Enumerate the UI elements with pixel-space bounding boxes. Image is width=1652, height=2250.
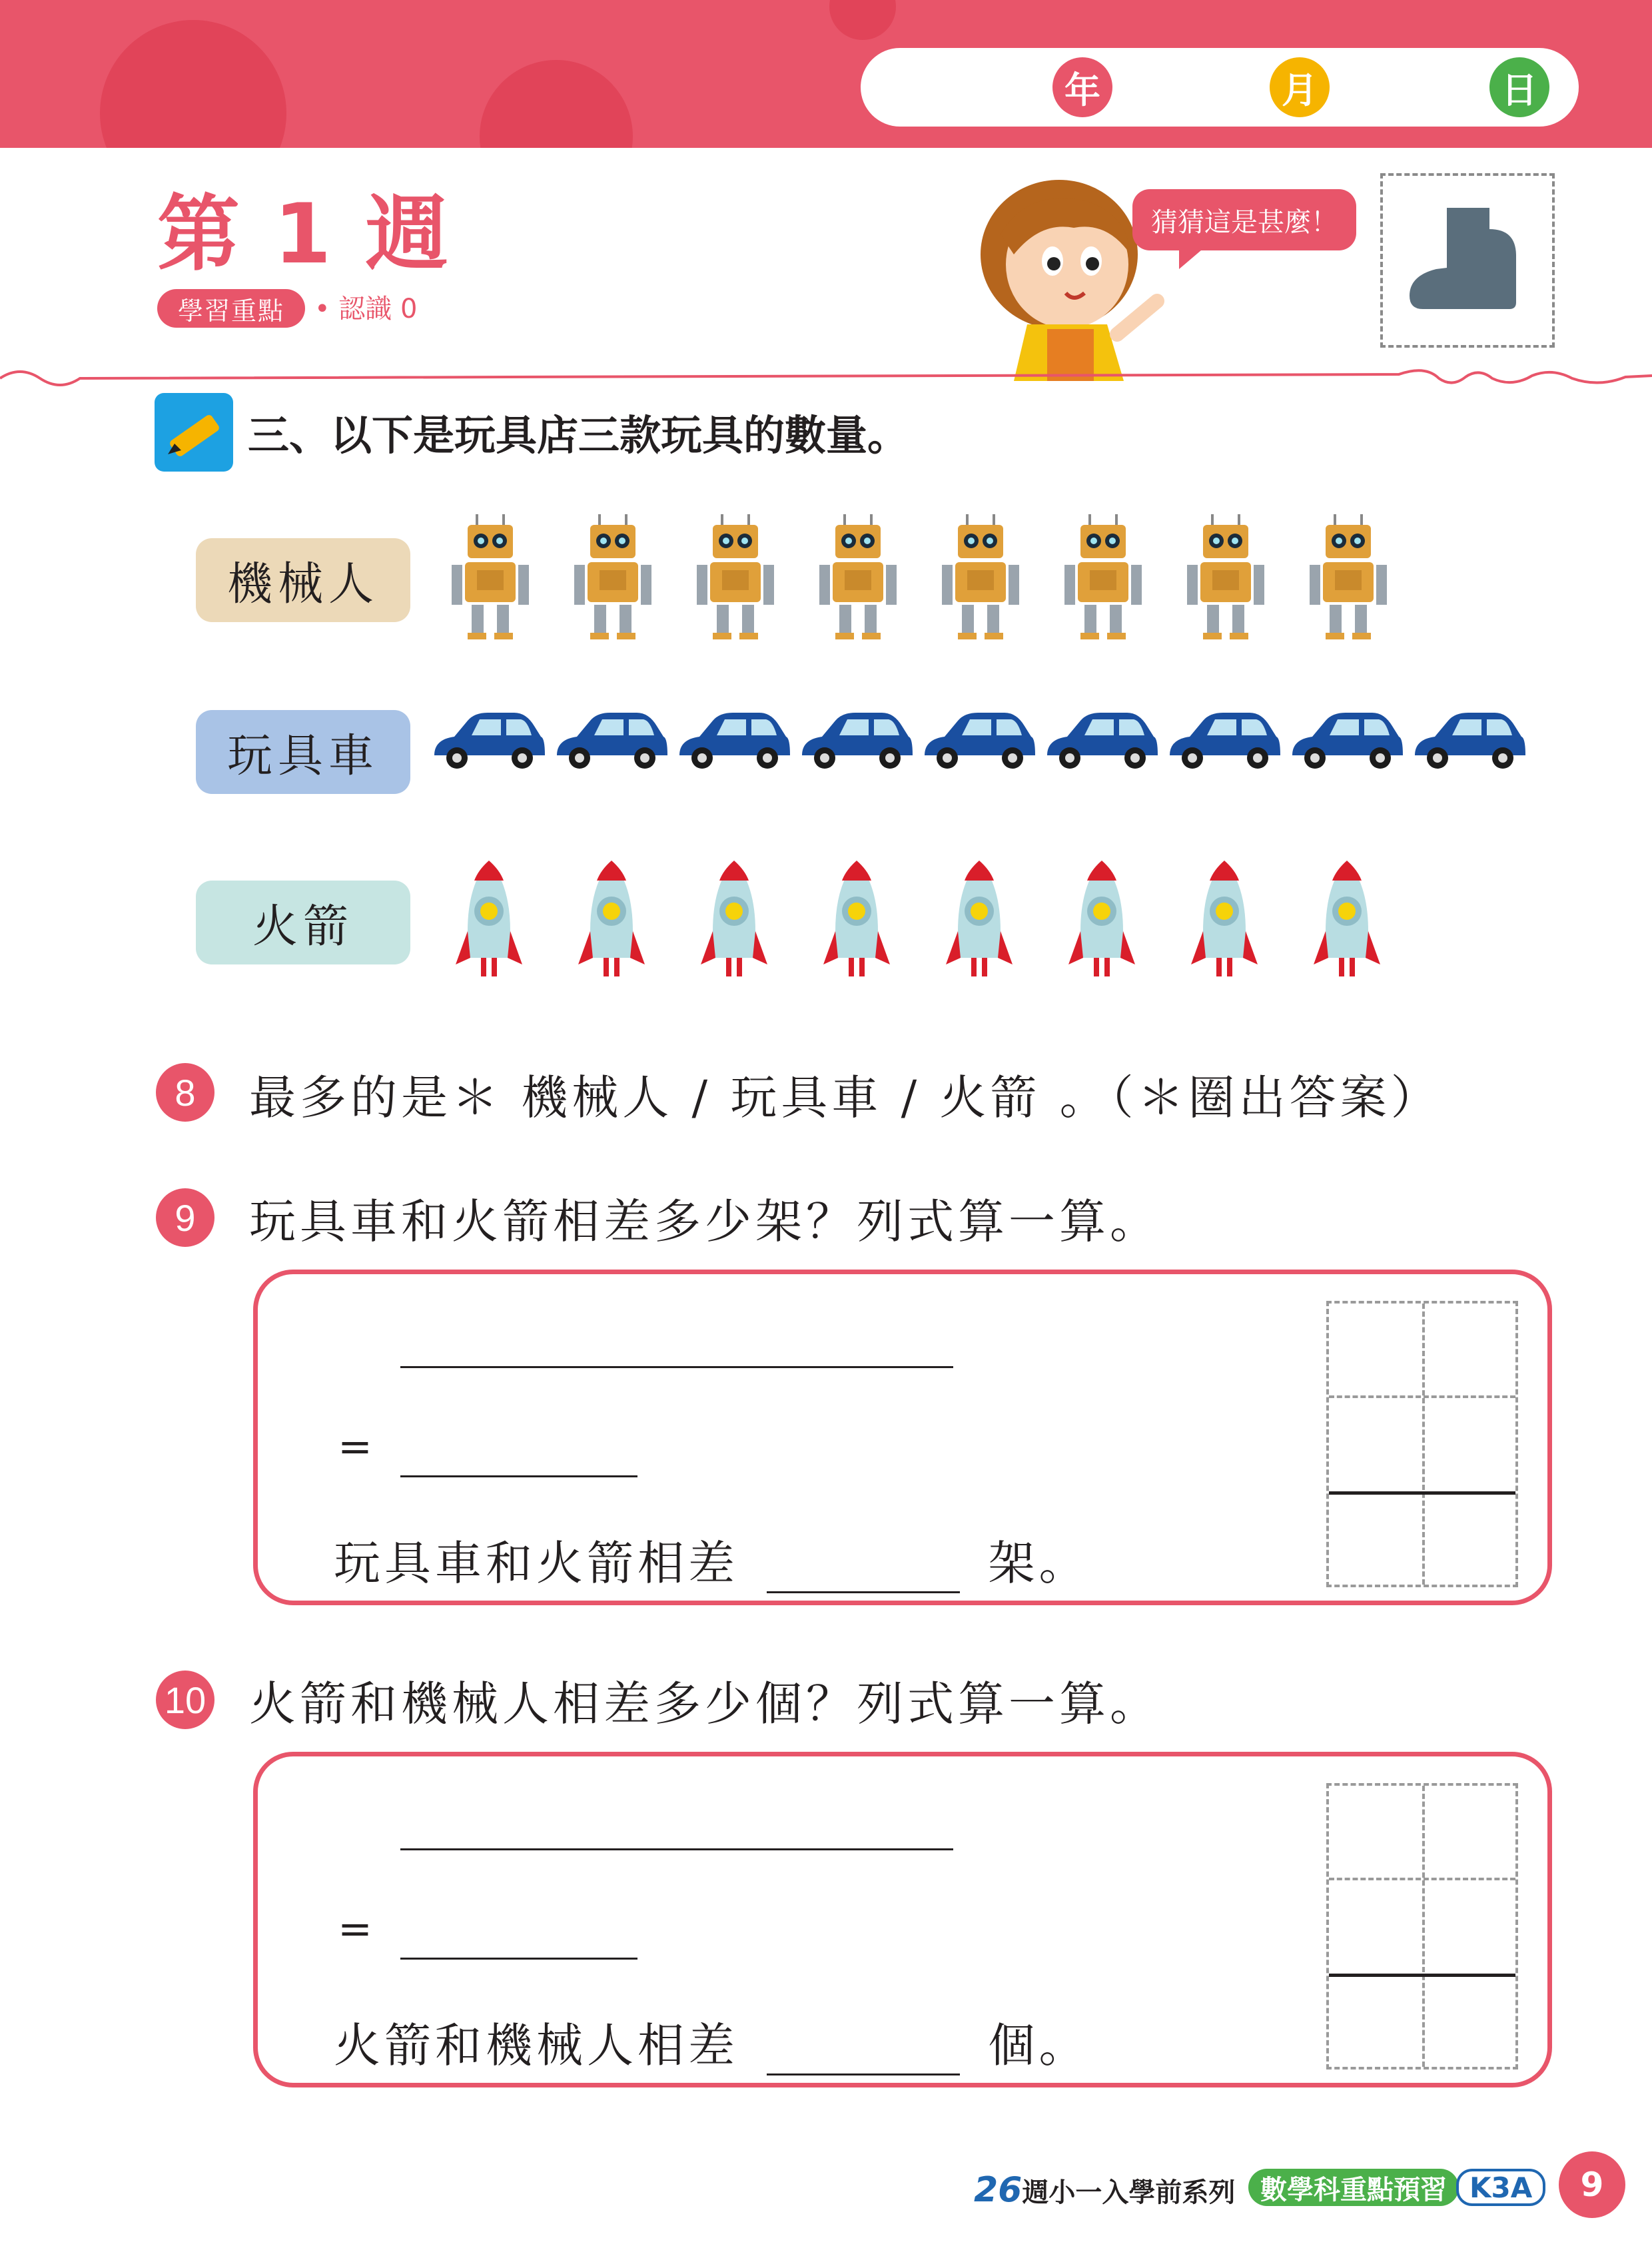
question-9-text: 玩具車和火箭相差多少架？列式算一算。 (249, 1194, 1160, 1249)
month-badge: 月 (1270, 57, 1330, 117)
question-10-number: 10 (156, 1671, 214, 1729)
flower-decoration (829, 0, 896, 40)
rocket-icon (456, 858, 522, 978)
question-8-text: 最多的是＊ 機械人 / 玩具車 / 火箭 。（＊圈出答案） (249, 1070, 1442, 1125)
car-icon (918, 709, 1038, 775)
result-line[interactable] (400, 1958, 637, 1960)
flower-decoration (480, 60, 633, 148)
series-number: 26 (974, 2170, 1023, 2210)
section-heading: 三、以下是玩具店三款玩具的數量。 (248, 411, 909, 460)
working-grid[interactable] (1326, 1783, 1518, 2069)
car-icon (1040, 709, 1160, 775)
flower-decoration (100, 20, 286, 148)
rocket-icon (1314, 858, 1380, 978)
working-grid[interactable] (1326, 1301, 1518, 1587)
robot-icon (938, 512, 1025, 645)
car-label: 玩具車 (196, 710, 410, 794)
focus-badge: 學習重點 (157, 289, 305, 328)
car-icon (428, 709, 548, 775)
answer-suffix: 架。 (988, 1536, 1090, 1591)
answer-prefix: 火箭和機械人相差 (334, 2018, 739, 2073)
car-icon (673, 709, 793, 775)
robot-icon (1306, 512, 1392, 645)
answer-blank[interactable] (767, 2036, 960, 2075)
result-line[interactable] (400, 1475, 637, 1477)
rocket-icon (1191, 858, 1258, 978)
page-number: 9 (1559, 2151, 1625, 2218)
equation-line[interactable] (400, 1848, 953, 1850)
rocket-icon (946, 858, 1013, 978)
day-badge: 日 (1489, 57, 1549, 117)
car-icon (550, 709, 670, 775)
robot-icon (815, 512, 902, 645)
robot-icon (1183, 512, 1270, 645)
speech-bubble: 猜猜這是甚麼！ (1132, 189, 1356, 250)
answer-prefix: 玩具車和火箭相差 (334, 1536, 739, 1591)
series-title (974, 2170, 1235, 2210)
subject-badge: 數學科重點預習 (1248, 2169, 1459, 2206)
answer-blank[interactable] (767, 1554, 960, 1593)
pencil-icon (155, 393, 233, 472)
car-icon (1408, 709, 1528, 775)
wavy-divider (0, 365, 1652, 392)
robot-label: 機械人 (196, 538, 410, 622)
equals-sign: = (338, 1422, 372, 1471)
answer-box-10 (253, 1752, 1552, 2087)
rocket-icon (1068, 858, 1135, 978)
rocket-icon (823, 858, 890, 978)
mystery-shape-icon (1383, 176, 1552, 345)
equation-line[interactable] (400, 1366, 953, 1368)
question-9-number: 9 (156, 1188, 214, 1247)
level-badge: K3A (1456, 2169, 1545, 2206)
robot-icon (693, 512, 779, 645)
answer-box-9 (253, 1270, 1552, 1605)
answer-suffix: 個。 (988, 2018, 1090, 2073)
car-icon (795, 709, 915, 775)
robot-icon (448, 512, 534, 645)
focus-text: • 認識 0 (314, 294, 418, 324)
year-badge: 年 (1052, 57, 1112, 117)
rocket-icon (701, 858, 767, 978)
equals-sign: = (338, 1904, 372, 1953)
question-10-text: 火箭和機械人相差多少個？列式算一算。 (249, 1677, 1160, 1731)
page-title: 第 1 週 (157, 187, 451, 282)
question-8-number: 8 (156, 1063, 214, 1122)
car-icon (1163, 709, 1283, 775)
series-name: 週小一入學前系列 (1022, 2177, 1236, 2208)
car-icon (1286, 709, 1406, 775)
answer-sentence (334, 1526, 1090, 1593)
robot-icon (1060, 512, 1147, 645)
rocket-icon (578, 858, 645, 978)
answer-sentence (334, 2008, 1090, 2075)
date-field (861, 48, 1579, 127)
rocket-label: 火箭 (196, 881, 410, 964)
robot-icon (570, 512, 657, 645)
mystery-shape-box (1380, 173, 1555, 348)
